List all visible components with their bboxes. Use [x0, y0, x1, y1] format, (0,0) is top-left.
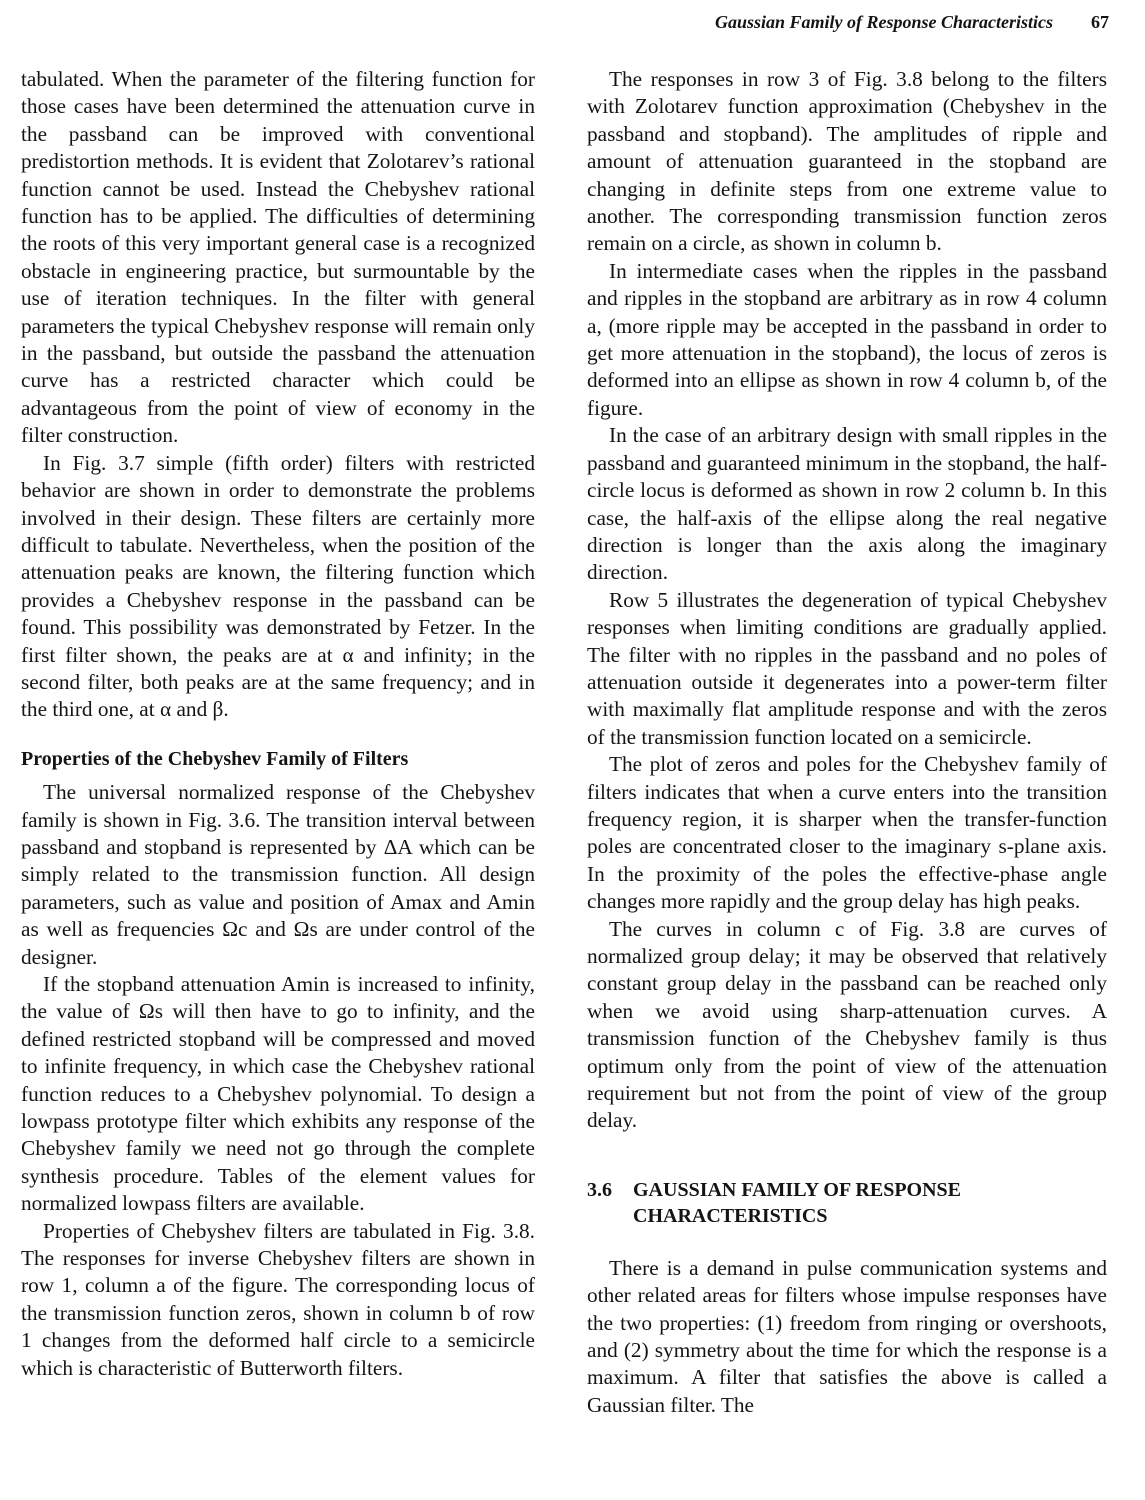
right-column — [587, 66, 1107, 1419]
paragraph: Row 5 illustrates the degeneration of typical Chebyshev responses when limiting conditions are gradually applied. The filter with no ripples in the passband and no poles of attenuation outside it degenerates into a power-term filter with maximally flat amplitude response and with the zeros of the transmission function located on a semicircle. — [587, 587, 1107, 749]
running-header — [560, 12, 1109, 33]
paragraph: The responses in row 3 of Fig. 3.8 belong to the filters with Zolotarev function approximation (Chebyshev in the passband and stopband). The amplitudes of ripple and amount of attenuation guaranteed in the stopband are changing in definite steps from one extreme value to another. The corresponding transmission function zeros remain on a circle, as shown in column b. — [587, 67, 1107, 256]
section-heading — [587, 1177, 1107, 1229]
page-number: 67 — [1091, 12, 1109, 32]
paragraph: There is a demand in pulse communication systems and other related areas for filters whose impulse responses have the two properties: (1) freedom from ringing or overshoots, and (2) symmetry about the time for which the response is a maximum. A filter that satisfies the above is called a Gaussian filter. The — [587, 1255, 1107, 1417]
paragraph: The curves in column c of Fig. 3.8 are curves of normalized group delay; it may be observed that relatively constant group delay in the passband can be reached only when we avoid using sharp-attenuation curves. A transmission function of the Chebyshev family is thus optimum only from the point of view of the attenuation requirement but not from the point of view of the group delay. — [587, 916, 1107, 1133]
paragraph: In Fig. 3.7 simple (fifth order) filters with restricted behavior are shown in order to demonstrate the problems involved in their design. These filters are certainly more difficult to tabulate. Nevertheless, when the position of the attenuation peaks are known, the filtering function which provides a Chebyshev response in the passband can be found. This possibility was demonstrated by Fetzer. In the first filter shown, the peaks are at α and infinity; in the second filter, both peaks are at the same frequency; and in the third one, at α and β. — [21, 450, 535, 722]
paragraph: The universal normalized response of the Chebyshev family is shown in Fig. 3.6. The transition interval between passband and stopband is represented by ΔA which can be simply related to the transmission function. All design parameters, such as value and position of Amax and Amin as well as frequencies Ωc and Ωs are under control of the designer. — [21, 780, 535, 969]
paragraph: Properties of Chebyshev filters are tabulated in Fig. 3.8. The responses for inverse Chebyshev filters are shown in row 1, column a of the figure. The corresponding locus of the transmission function zeros, shown in column b of row 1 changes from the deformed half circle to a semicircle which is characteristic of Butterworth filters. — [21, 1218, 535, 1380]
section-number: 3.6 — [587, 1178, 612, 1201]
paragraph: The plot of zeros and poles for the Chebyshev family of filters indicates that when a curve enters into the transition frequency region, it is sharper when the transfer-function poles are concentrated closer to the imaginary s-plane axis. In the proximity of the poles the effective-phase angle changes more rapidly and the group delay has high peaks. — [587, 752, 1107, 914]
paragraph: In the case of an arbitrary design with small ripples in the passband and guaranteed minimum in the stopband, the half-circle locus is deformed as shown in row 2 column b. In this case, the half-axis of the ellipse along the real negative direction is longer than the axis along the imaginary direction. — [587, 423, 1107, 585]
paragraph: In intermediate cases when the ripples in the passband and ripples in the stopband are arbitrary as in row 4 column a, (more ripple may be accepted in the passband in order to get more attenuation in the stopband), the locus of zeros is deformed into an ellipse as shown in row 4 column b, of the figure. — [587, 258, 1107, 420]
subsection-heading: Properties of the Chebyshev Family of Filters — [21, 747, 409, 770]
running-title: Gaussian Family of Response Characteristics — [714, 12, 1053, 32]
left-column — [21, 66, 535, 1382]
section-title: GAUSSIAN FAMILY OF RESPONSE CHARACTERISTICS — [633, 1178, 962, 1227]
paragraph: If the stopband attenuation Amin is increased to infinity, the value of Ωs will then have to go to infinity, and the defined restricted stopband will be compressed and moved to infinite frequency, in which case the Chebyshev rational function reduces to a Chebyshev polynomial. To design a lowpass prototype filter which exhibits any response of the Chebyshev family we need not go through the complete synthesis procedure. Tables of the element values for normalized lowpass filters are available. — [21, 972, 535, 1216]
paragraph: tabulated. When the parameter of the filtering function for those cases have been determined the attenuation curve in the passband can be improved with conventional predistortion methods. It is evident that Zolotarev’s rational function cannot be used. Instead the Chebyshev rational function has to be applied. The difficulties of determining the roots of this very important general case is a recognized obstacle in engineering practice, but surmountable by the use of iteration techniques. In the filter with general parameters the typical Chebyshev response will remain only in the passband, but outside the passband the attenuation curve has a restricted character which could be advantageous from the point of view of economy in the filter construction. — [21, 67, 535, 448]
